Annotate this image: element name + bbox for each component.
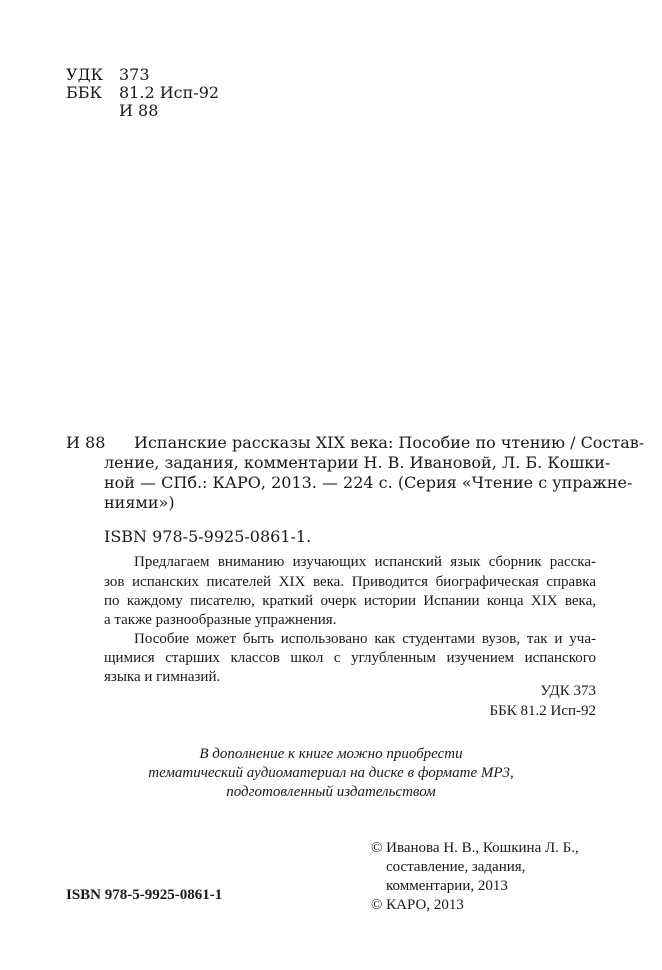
udk-label: УДК bbox=[66, 65, 103, 84]
bbk-value: 81.2 Исп-92 bbox=[119, 83, 220, 102]
copyright-line-1: © Иванова Н. В., Кошкина Л. Б., bbox=[371, 840, 579, 856]
entry-line-3: ной — СПб.: КАРО, 2013. — 224 с. (Серия «Чтение с упражне- bbox=[104, 473, 633, 492]
classification-bbk: ББК 81.2 Исп-92 bbox=[489, 703, 596, 719]
annotation-line-7: языка и гимназий. bbox=[104, 669, 221, 685]
classification-udk: УДК 373 bbox=[540, 683, 596, 699]
supplement-line-2: тематический аудиоматериал на диске в формате MP3, bbox=[148, 765, 514, 781]
annotation-line-3: по каждому писателю, краткий очерк истории Испании конца XIX века, bbox=[104, 593, 596, 609]
copyright-line-2: составление, задания, bbox=[386, 859, 526, 875]
supplement-line-3: подготовленный издательством bbox=[226, 784, 436, 800]
annotation-line-6: щимися старших классов школ с углубленным изучением испанского bbox=[104, 650, 596, 666]
entry-line-2: ление, задания, комментарии Н. В. Ивановой, Л. Б. Кошки- bbox=[104, 453, 611, 472]
footer-isbn: ISBN 978-5-9925-0861-1 bbox=[66, 887, 223, 903]
entry-author-mark: И 88 bbox=[66, 433, 106, 452]
entry-line-1: Испанские рассказы XIX века: Пособие по чтению / Состав- bbox=[134, 433, 645, 452]
copyright-line-3: комментарии, 2013 bbox=[386, 878, 508, 894]
supplement-line-1: В дополнение к книге можно приобрести bbox=[199, 746, 463, 762]
bbk-label: ББК bbox=[66, 83, 102, 102]
copyright-line-4: © КАРО, 2013 bbox=[371, 897, 464, 913]
entry-line-4: ниями») bbox=[104, 493, 175, 512]
annotation-line-4: а также разнообразные упражнения. bbox=[104, 612, 337, 628]
author-mark: И 88 bbox=[119, 101, 159, 120]
annotation-line-2: зов испанских писателей XIX века. Приводится биографическая справка bbox=[104, 574, 596, 590]
udk-value: 373 bbox=[119, 65, 150, 84]
entry-isbn: ISBN 978-5-9925-0861-1. bbox=[104, 527, 312, 546]
annotation-line-1: Предлагаем вниманию изучающих испанский язык сборник расска- bbox=[134, 554, 596, 570]
annotation-line-5: Пособие может быть использовано как студентами вузов, так и уча- bbox=[134, 631, 596, 647]
